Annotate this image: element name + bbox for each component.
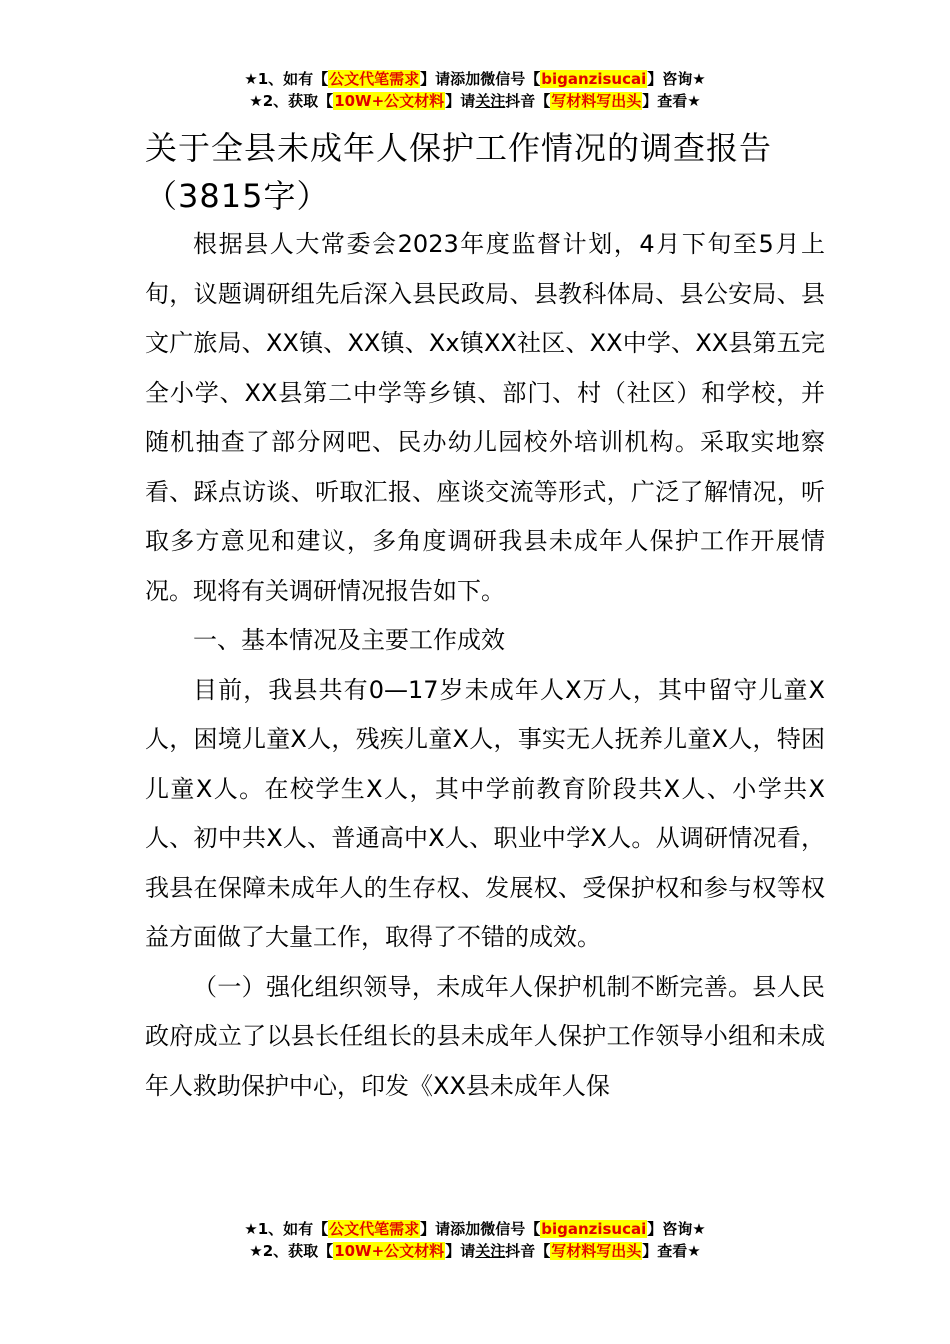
promo-highlight: 10W+公文材料 <box>334 1242 445 1260</box>
document-body <box>145 124 825 1111</box>
promo-line-1: ★1、如有【公文代笔需求】请添加微信号【biganzisucai】咨询★ <box>244 1220 706 1238</box>
promo-wechat-id: biganzisucai <box>541 70 647 88</box>
bottom-promo-banner <box>0 1218 950 1262</box>
promo-line-2: ★2、获取【10W+公文材料】请关注抖音【写材料写出头】查看★ <box>249 92 701 110</box>
promo-highlight: 公文代笔需求 <box>329 1220 420 1238</box>
promo-line-1: ★1、如有【公文代笔需求】请添加微信号【biganzisucai】咨询★ <box>244 70 706 88</box>
promo-wechat-id: biganzisucai <box>541 1220 647 1238</box>
paragraph-intro: 根据县人大常委会2023年度监督计划，4月下旬至5月上旬，议题调研组先后深入县民政局、县教科体局、县公安局、县文广旅局、XX镇、XX镇、Xx镇XX社区、XX中学、XX县第五完全小学、XX县第二中学等乡镇、部门、村（社区）和学校，并随机抽查了部分网吧、民办幼儿园校外培训机构。采取实地察看、踩点访谈、听取汇报、座谈交流等形式，广泛了解情况，听取多方意见和建议，多角度调研我县未成年人保护工作开展情况。现将有关调研情况报告如下。 <box>145 230 825 605</box>
promo-line-2: ★2、获取【10W+公文材料】请关注抖音【写材料写出头】查看★ <box>249 1242 701 1260</box>
document-title: 关于全县未成年人保护工作情况的调查报告（3815字） <box>145 129 773 215</box>
promo-highlight: 公文代笔需求 <box>329 70 420 88</box>
top-promo-banner <box>0 68 950 112</box>
promo-douyin-id: 写材料写出头 <box>551 1242 642 1260</box>
promo-douyin-id: 写材料写出头 <box>551 92 642 110</box>
section-heading-1: 一、基本情况及主要工作成效 <box>193 626 505 654</box>
promo-highlight: 10W+公文材料 <box>334 92 445 110</box>
paragraph-subsection-1: （一）强化组织领导，未成年人保护机制不断完善。县人民政府成立了以县长任组长的县未成年人保护工作领导小组和未成年人救助保护中心，印发《XX县未成年人保 <box>145 972 825 1100</box>
paragraph-basic-info: 目前，我县共有0—17岁未成年人X万人，其中留守儿童X人，困境儿童X人，残疾儿童X人，事实无人抚养儿童X人，特困儿童X人。在校学生X人，其中学前教育阶段共X人、小学共X人、初中共X人、普通高中X人、职业中学X人。从调研情况看，我县在保障未成年人的生存权、发展权、受保护权和参与权等权益方面做了大量工作，取得了不错的成效。 <box>145 675 825 951</box>
